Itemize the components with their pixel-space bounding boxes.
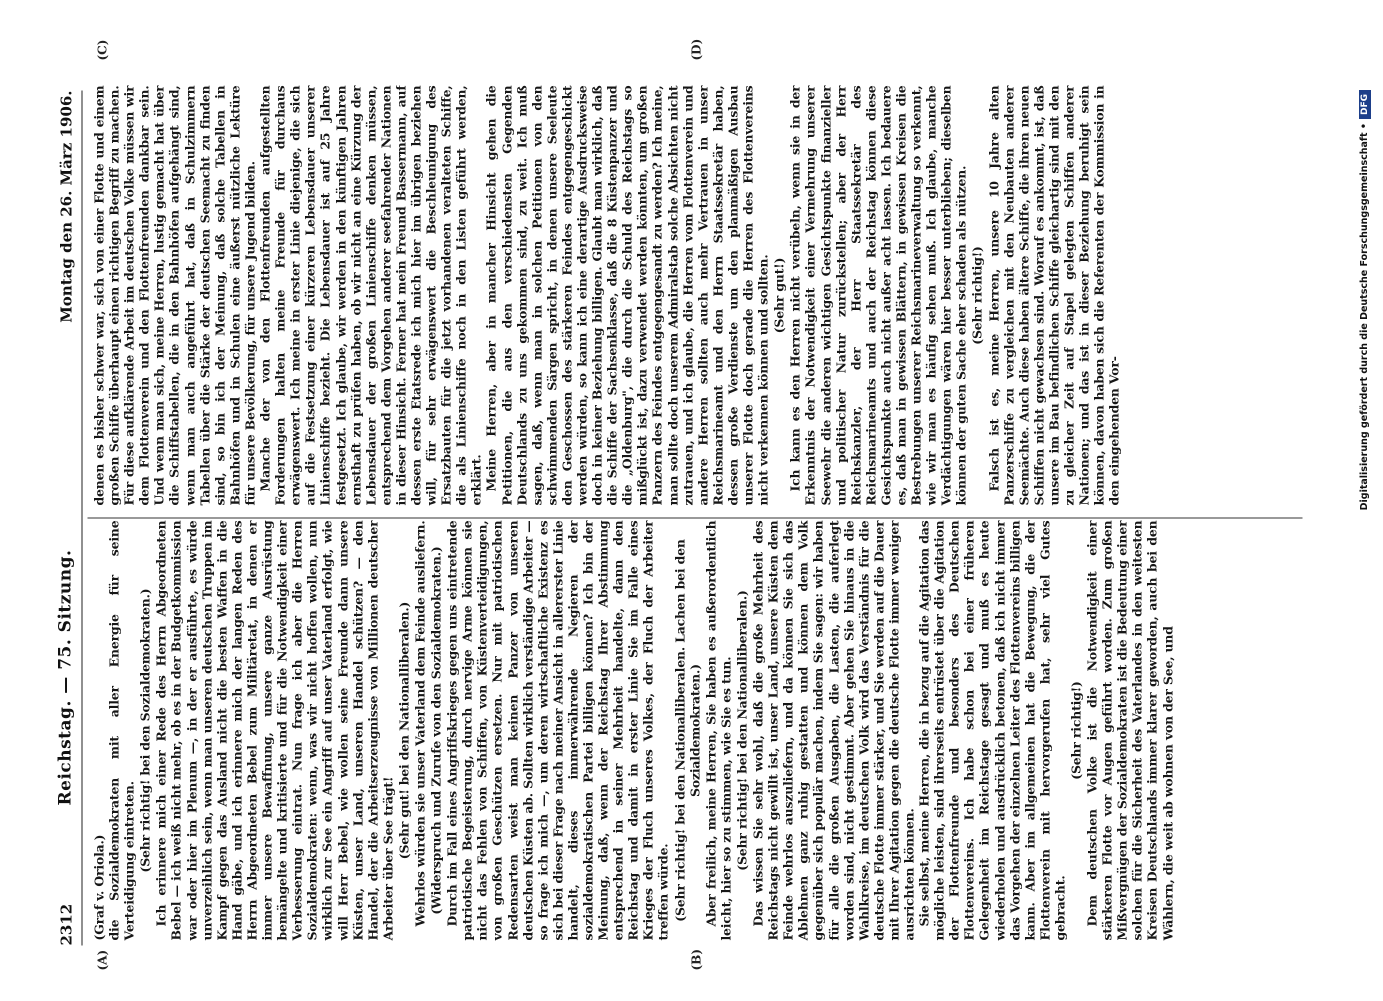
paragraph: Ich erinnere mich einer Rede des Herrn Abgeordneten Bebel — ich weiß nicht mehr, ob es in der Budgetkommission war oder hier im Plenum —, in der er ausführte, es würde unverzeihlich sein, wenn man unseren deutschen Truppen im Kampf gegen das Ausland nicht die besten Waffen in die Hand gäbe, und ich erinnere mich der langen Reden des Herrn Abgeordneten Bebel zum Militäretat, in denen er immer unsere Bewaffnung, unsere ganze Ausrüstung bemängelte und kritisierte und für die Notwendigkeit einer Verbesserung eintrat. Nun frage ich aber die Herren Sozialdemokraten: wenn, was wir nicht hoffen wollen, nun wirklich zur See ein Angriff auf unser Vaterland erfolgt, wie will Herr Bebel, wie wollen seine Freunde dann unsere Küsten, unser Land, unseren Handel schützen? — den Handel, der die Arbeitserzeugnisse von Millionen deutscher Arbeiter über See trägt! xyxy=(153,520,396,941)
paragraph: Durch im Fall eines Angriffskrieges gegen uns eintretende patriotische Begeisterung, durch nervige Arme können sie nicht das Fehlen von Schiffen, von Küstenverteidigungen, von großen Geschützen ersetzen. Nur mit patriotischen Redensarten weist man keinen Panzer von unseren deutschen Küsten ab. Sollten wirklich verständige Arbeiter — so frage ich mich —, um deren wirtschaftliche Existenz es sich bei dieser Frage nach meiner Ansicht in allererster Linie handelt, dieses immerwährende Negieren der sozialdemokratischen Partei billigen können? Ich bin der Meinung, daß, wenn der Reichstag Ihrer Abstimmung entsprechend in seiner Mehrheit handelte, dann den Reichstag und damit in erster Linie Sie im Falle eines Krieges der Fluch unseres Volkes, der Fluch der Arbeiter treffen würde. xyxy=(444,520,671,941)
paragraph: die Sozialdemokraten mit aller Energie für seine Verteidigung eintreten. xyxy=(106,520,137,941)
header-rule xyxy=(82,91,83,946)
column-divider xyxy=(88,518,1303,519)
page-header xyxy=(55,90,80,946)
credit-line xyxy=(1359,90,1371,910)
paragraph: Manche der von den Flottenfreunden aufgestellten Forderungen halten meine Freunde für durchaus erwägenswert. Ich meine in erster Linie diejenige, die sich auf die Festsetzung einer kürzeren Lebensdauer unserer Linienschiffe bezieht. Die Lebensdauer ist auf 25 Jahre festgesetzt. Ich glaube, wir werden in den künftigen Jahren ernsthaft zu prüfen haben, ob wir nicht an eine Kürzung der Lebensdauer der großen Linienschiffe denken müssen, entsprechend dem Vorgehen anderer seefahrender Nationen in dieser Hinsicht. Ferner hat mein Freund Bassermann, auf dessen erste Etatsrede ich mich hier im übrigen beziehen will, für sehr erwägenswert die Beschleunigung des Ersatzbauten für die jetzt vorhandenen veralteten Schiffe, die als Linienschiffe noch in den Listen geführt werden, erklärt. xyxy=(257,85,484,506)
interjection: (Sehr richtig! bei den Sozialdemokraten.) xyxy=(137,588,153,873)
interjection: (Sehr richtig! bei den Nationalliberalen. Lachen bei den Sozialdemokraten.) xyxy=(672,539,703,922)
paragraph: Dem deutschen Volke ist die Notwendigkeit einer stärkeren Flotte vor Augen geführt worden. Zum großen Mißvergnügen der Sozialdemokraten ist die Bedeutung einer solchen für die Sicherheit des Vaterlandes in den weitesten Kreisen Deutschlands immer klarer geworden, auch bei den Wählern, die weit ab wohnen von der See, und xyxy=(1084,520,1176,941)
interjection: (Sehr richtig!) xyxy=(969,246,985,345)
paragraph: Aber freilich, meine Herren, Sie haben es außerordentlich leicht, hier so zu stimmen, wie Sie es tun. xyxy=(703,520,734,941)
credit-strip xyxy=(1350,10,1380,990)
left-text-column xyxy=(92,521,1292,941)
margin-marker-d: (D) xyxy=(689,38,704,61)
paragraph: Meine Herren, aber in mancher Hinsicht gehen die Petitionen, die aus den verschiedensten Gegenden Deutschlands zu uns gekommen sind, zu weit. Ich muß sagen, daß, wenn man in solchen Petitionen von den schwimmenden Särgen spricht, in denen unsere Seeleute den Geschossen des stärkeren Feindes entgegengeschickt werden würden, so kann ich eine derartige Ausdrucksweise doch in keiner Beziehung billigen. Glaubt man wirklich, daß die Schiffe der Sachsenklasse, daß die 8 Küstenpanzer und die „Oldenburg", die durch die Schuld des Reichstags so mißglückt ist, dazu verwendet werden könnten, um großen Panzern des Feindes entgegengesandt zu werden? Ich meine, man sollte doch unserem Admiralstab solche Absichten nicht zutrauen, und ich glaube, die Herren vom Flottenverein und andere Herren sollten auch mehr Vertrauen in unser Reichsmarineamt und den Herrn Staatssekretär haben, dessen große Verdienste um den planmäßigen Ausbau unserer Flotte doch gerade die Herren des Flottenvereins nicht verkennen können und sollten. xyxy=(483,85,771,506)
interjection: (Widerspruch und Zurufe von den Sozialdemokraten.) xyxy=(428,546,444,915)
dfg-logo: DFG xyxy=(1359,90,1371,119)
paragraph: Das wissen Sie sehr wohl, daß die große Mehrheit des Reichstags nicht gewillt ist, unser Land, unsere Küsten dem Feinde wehrlos auszuliefern, und da können Sie sich das Ablehnen ganz ruhig gestatten und können dem Volk gegenüber sich populär machen, indem Sie sagen: wir haben für alle die großen Ausgaben, die Lasten, die auferlegt worden sind, nicht gestimmt. Aber gehen Sie hinaus in die Wahlkreise, im deutschen Volk wird das Verständnis für die deutsche Flotte immer stärker, und Sie werden auf die Dauer mit Ihrer Agitation gegen die deutsche Flotte immer weniger ausrichten können. xyxy=(750,520,917,941)
paragraph: Sie selbst, meine Herren, die in bezug auf die Agitation das mögliche leisten, sind ihrerseits entrüstet über die Agitation der Flottenfreunde und besonders des Deutschen Flottenvereins. Ich habe schon bei einer früheren Gelegenheit im Reichstage gesagt und muß es heute wiederholen und ausdrücklich betonen, daß ich nicht immer das Vorgehen der einzelnen Leiter des Flottenvereins billigen kann. Aber im allgemeinen hat die Bewegung, die der Flottenverein mit hervorgerufen hat, sehr viel Gutes gebracht. xyxy=(916,520,1068,941)
interjection: (Sehr gut! bei den Nationalliberalen.) xyxy=(396,601,412,860)
interjection: (Sehr richtig! bei den Nationalliberalen.) xyxy=(734,590,750,871)
credit-text: Digitalisierung gefördert durch die Deutsche Forschungsgemeinschaft • xyxy=(1359,123,1370,511)
paragraph: (Graf v. Oriola.) xyxy=(91,834,107,941)
paragraph: denen es bisher schwer war, sich von einer Flotte und einem großen Schiffe überhaupt einen richtigen Begriff zu machen. Für diese aufklärende Arbeit im deutschen Volke müssen wir dem Flottenverein und den Flottenfreunden dankbar sein. Und wenn man sich, meine Herren, lustig gemacht hat über die Schiffstabellen, die in den Bahnhöfen aufgehängt sind, wenn man auch angeführt hat, daß in Schulzimmern Tabellen über die Stärke der deutschen Seemacht zu finden sind, so bin ich der Meinung, daß solche Tabellen in Bahnhöfen und in Schulen eine äußerst nützliche Lektüre für unsere Bevölkerung, für unsere Jugend bilden. xyxy=(91,85,258,506)
rotated-page xyxy=(0,1,1383,1001)
page-number: 2312 xyxy=(57,903,76,946)
paragraph: Falsch ist es, meine Herren, unsere 10 Jahre alten Panzerschiffe zu vergleichen mit den Neubauten anderer Seemächte. Auch diese haben ältere Schiffe, die ihren neuen Schiffen nicht gewachsen sind. Worauf es ankommt, ist, daß unsere im Bau befindlichen Schiffe gleichartig sind mit den zu gleicher Zeit auf Stapel gelegten Schiffen anderer Nationen; und das ist in dieser Beziehung beruhigt sein können, davon haben sich die Referenten der Kommission in den eingehenden Vor- xyxy=(986,85,1122,506)
paragraph: Ich kann es den Herren nicht verübeln, wenn sie in der Erkenntnis der Notwendigkeit einer Vermehrung unserer Seewehr die anderen wichtigen Gesichtspunkte finanzieller und politischer Natur zurückstellen; aber der Herr Reichskanzler, der Herr Staatssekretär des Reichsmarineamts und auch der Reichstag können diese Gesichtspunkte auch nicht außer acht lassen. Ich bedauere es, daß man in gewissen Blättern, in gewissen Kreisen die Bestrebungen unserer Reichsmarineverwaltung so verkennt, wie wir man es häufig sehen muß. Ich glaube, manche Verdächtigungen wären hier besser unterblieben; dieselben können der guten Sache eher schaden als nützen. xyxy=(787,85,969,506)
page-title: Reichstag. — 75. Sitzung. xyxy=(55,549,76,806)
margin-marker-a: (A) xyxy=(95,949,110,971)
margin-marker-c: (C) xyxy=(95,39,110,61)
paragraph: Wehrlos würden sie unser Vaterland dem Feinde ausliefern. xyxy=(412,520,428,927)
session-date: Montag den 26. März 1906. xyxy=(57,90,76,323)
interjection: (Sehr richtig!) xyxy=(1068,681,1084,780)
interjection: (Sehr gut!) xyxy=(771,257,787,334)
right-text-column xyxy=(92,86,1292,506)
margin-marker-b: (B) xyxy=(689,949,704,971)
